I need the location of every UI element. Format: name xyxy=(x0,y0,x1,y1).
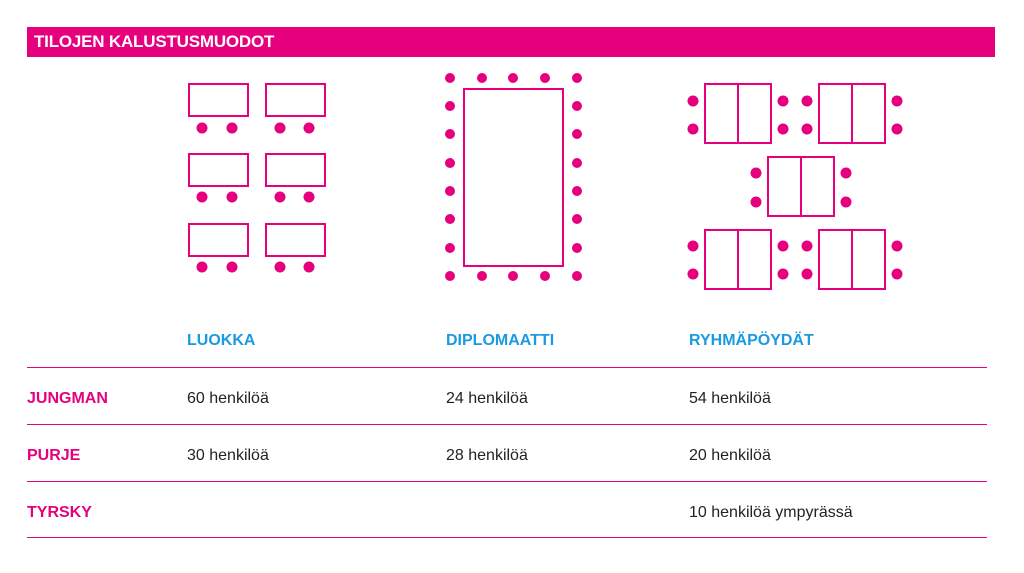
chair xyxy=(445,129,455,139)
chair xyxy=(841,197,852,208)
chair xyxy=(892,124,903,135)
chair xyxy=(445,73,455,83)
chair xyxy=(688,269,699,280)
chair xyxy=(197,262,208,273)
capacity-diplomaatti: 24 henkilöä xyxy=(446,390,528,407)
capacity-luokka: 60 henkilöä xyxy=(187,390,269,407)
chair xyxy=(227,123,238,134)
chair xyxy=(572,129,582,139)
luokka-chairs xyxy=(197,123,315,273)
chair xyxy=(197,123,208,134)
chair xyxy=(445,158,455,168)
chair xyxy=(572,73,582,83)
chair xyxy=(227,192,238,203)
column-header-diplomaatti: DIPLOMAATTI xyxy=(446,332,555,349)
chair xyxy=(892,269,903,280)
page-title: TILOJEN KALUSTUSMUODOT xyxy=(34,32,275,51)
ryhmapoydat-chairs xyxy=(688,96,903,280)
chair xyxy=(197,192,208,203)
capacity-ryhmapoydat: 54 henkilöä xyxy=(689,390,771,407)
chair xyxy=(508,271,518,281)
chair xyxy=(802,96,813,107)
chair xyxy=(304,192,315,203)
boardroom-table xyxy=(464,89,563,266)
chair xyxy=(892,241,903,252)
diplomaatti-chairs xyxy=(445,73,582,281)
chair xyxy=(892,96,903,107)
chair xyxy=(445,186,455,196)
chair xyxy=(304,262,315,273)
chair xyxy=(802,241,813,252)
chair xyxy=(445,243,455,253)
chair xyxy=(802,124,813,135)
diplomaatti-diagram xyxy=(445,73,582,281)
chair xyxy=(275,192,286,203)
capacity-ryhmapoydat: 10 henkilöä ympyrässä xyxy=(689,504,853,521)
room-name: TYRSKY xyxy=(27,504,92,521)
chair xyxy=(304,123,315,134)
chair xyxy=(477,271,487,281)
chair xyxy=(275,262,286,273)
chair xyxy=(688,124,699,135)
chair xyxy=(572,271,582,281)
chair xyxy=(540,73,550,83)
classroom-table xyxy=(266,84,325,116)
chair xyxy=(841,168,852,179)
room-name: JUNGMAN xyxy=(27,390,108,407)
chair xyxy=(572,243,582,253)
table-divider xyxy=(27,481,987,482)
chair xyxy=(778,269,789,280)
chair xyxy=(508,73,518,83)
capacity-luokka: 30 henkilöä xyxy=(187,447,269,464)
chair xyxy=(275,123,286,134)
luokka-diagram xyxy=(189,84,325,256)
chair xyxy=(572,101,582,111)
chair xyxy=(751,197,762,208)
classroom-table xyxy=(189,224,248,256)
table-divider xyxy=(27,424,987,425)
chair xyxy=(540,271,550,281)
chair xyxy=(688,241,699,252)
chair xyxy=(445,214,455,224)
room-name: PURJE xyxy=(27,447,81,464)
chair xyxy=(477,73,487,83)
classroom-table xyxy=(189,84,248,116)
chair xyxy=(227,262,238,273)
chair xyxy=(778,124,789,135)
classroom-table xyxy=(266,224,325,256)
chair xyxy=(778,241,789,252)
table-divider xyxy=(27,367,987,368)
chair xyxy=(572,158,582,168)
capacity-ryhmapoydat: 20 henkilöä xyxy=(689,447,771,464)
classroom-table xyxy=(189,154,248,186)
chair xyxy=(445,101,455,111)
classroom-table xyxy=(266,154,325,186)
chair xyxy=(688,96,699,107)
chair xyxy=(802,269,813,280)
chair xyxy=(445,271,455,281)
chair xyxy=(572,186,582,196)
column-header-ryhmapoydat: RYHMÄPÖYDÄT xyxy=(689,332,814,349)
capacity-diplomaatti: 28 henkilöä xyxy=(446,447,528,464)
ryhmapoydat-diagram xyxy=(688,84,903,289)
table-divider xyxy=(27,537,987,538)
chair xyxy=(778,96,789,107)
chair xyxy=(751,168,762,179)
chair xyxy=(572,214,582,224)
column-header-luokka: LUOKKA xyxy=(187,332,256,349)
